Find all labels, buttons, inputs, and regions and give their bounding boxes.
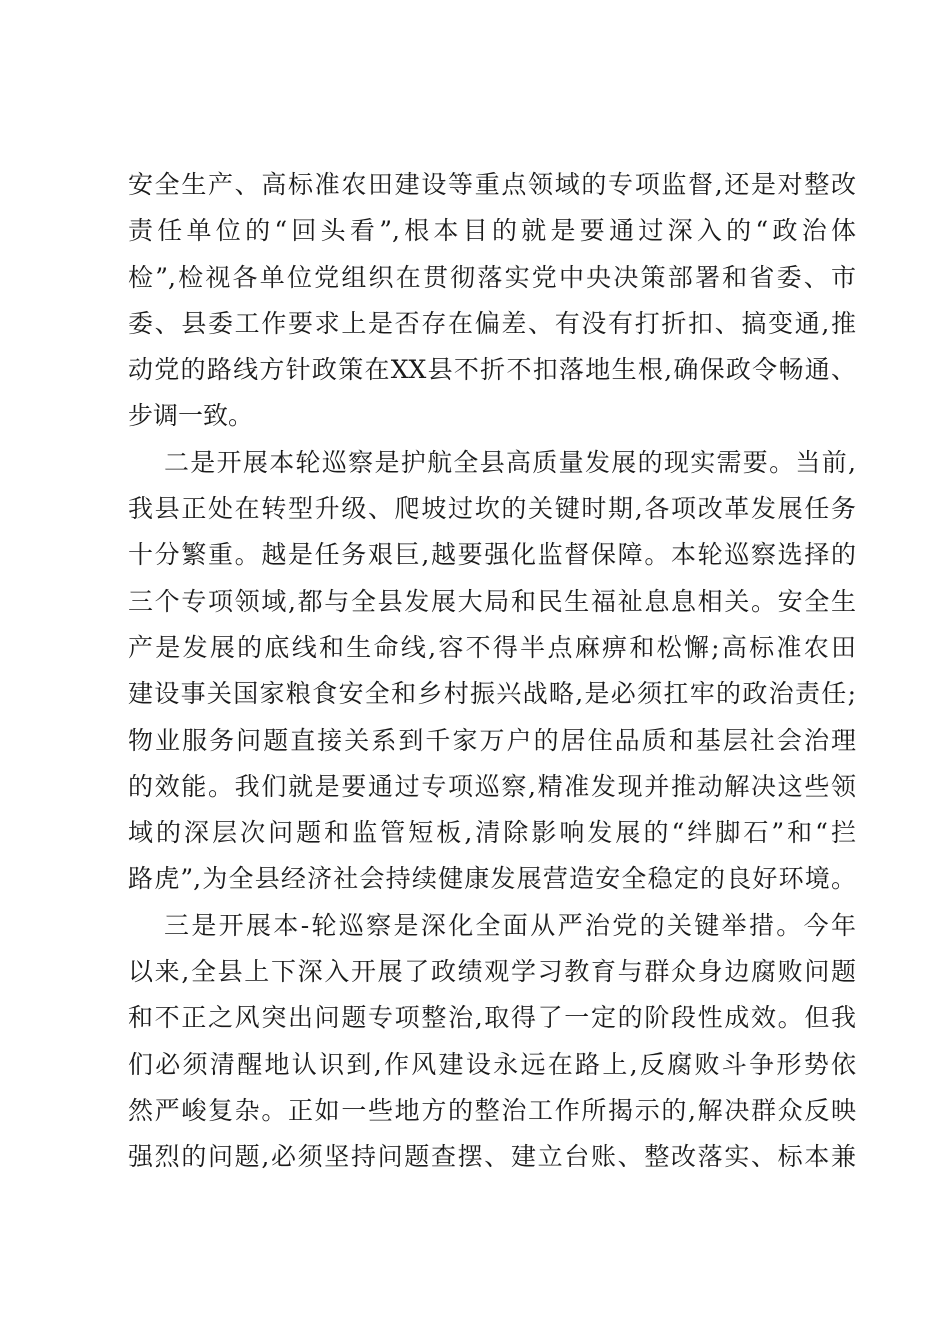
text-line: 然严峻复杂。正如一些地方的整治工作所揭示的,解决群众反映 <box>128 1095 856 1125</box>
text-line: 以来,全县上下深入开展了政绩观学习教育与群众身边腐败问题 <box>128 957 856 987</box>
text-line: 动党的路线方针政策在XX县不折不扣落地生根,确保政令畅通、 <box>128 355 856 385</box>
text-line: 责任单位的“回头看”,根本目的就是要通过深入的“政治体 <box>128 216 856 246</box>
paragraph-start-line: 二是开展本轮巡察是护航全县高质量发展的现实需要。当前, <box>164 447 856 477</box>
text-line: 检”,检视各单位党组织在贯彻落实党中央决策部署和省委、市 <box>128 262 856 292</box>
text-line: 域的深层次问题和监管短板,清除影响发展的“绊脚石”和“拦 <box>128 818 856 848</box>
text-line: 产是发展的底线和生命线,容不得半点麻痹和松懈;高标准农田 <box>128 632 856 662</box>
text-line: 安全生产、高标准农田建设等重点领域的专项监督,还是对整改 <box>128 170 856 199</box>
text-line: 三个专项领域,都与全县发展大局和民生福祉息息相关。安全生 <box>128 586 856 616</box>
text-line: 我县正处在转型升级、爬坡过坎的关键时期,各项改革发展任务 <box>128 494 856 524</box>
text-line: 路虎”,为全县经济社会持续健康发展营造安全稳定的良好环境。 <box>128 864 856 894</box>
text-line: 的效能。我们就是要通过专项巡察,精准发现并推动解决这些领 <box>128 771 856 801</box>
body-text <box>128 162 856 1181</box>
text-line: 们必须清醒地认识到,作风建设永远在路上,反腐败斗争形势依 <box>128 1049 856 1079</box>
paragraph-start-line: 三是开展本-轮巡察是深化全面从严治党的关键举措。今年 <box>164 910 856 940</box>
text-line: 建设事关国家粮食安全和乡村振兴战略,是必须扛牢的政治责任; <box>128 679 856 709</box>
text-line: 十分繁重。越是任务艰巨,越要强化监督保障。本轮巡察选择的 <box>128 540 856 570</box>
text-line: 和不正之风突出问题专项整治,取得了一定的阶段性成效。但我 <box>128 1003 856 1033</box>
text-line: 物业服务问题直接关系到千家万户的居住品质和基层社会治理 <box>128 725 856 755</box>
text-line: 委、县委工作要求上是否存在偏差、有没有打折扣、搞变通,推 <box>128 308 856 338</box>
text-line: 强烈的问题,必须坚持问题查摆、建立台账、整改落实、标本兼 <box>128 1142 856 1172</box>
text-line: 步调一致。 <box>128 401 254 431</box>
